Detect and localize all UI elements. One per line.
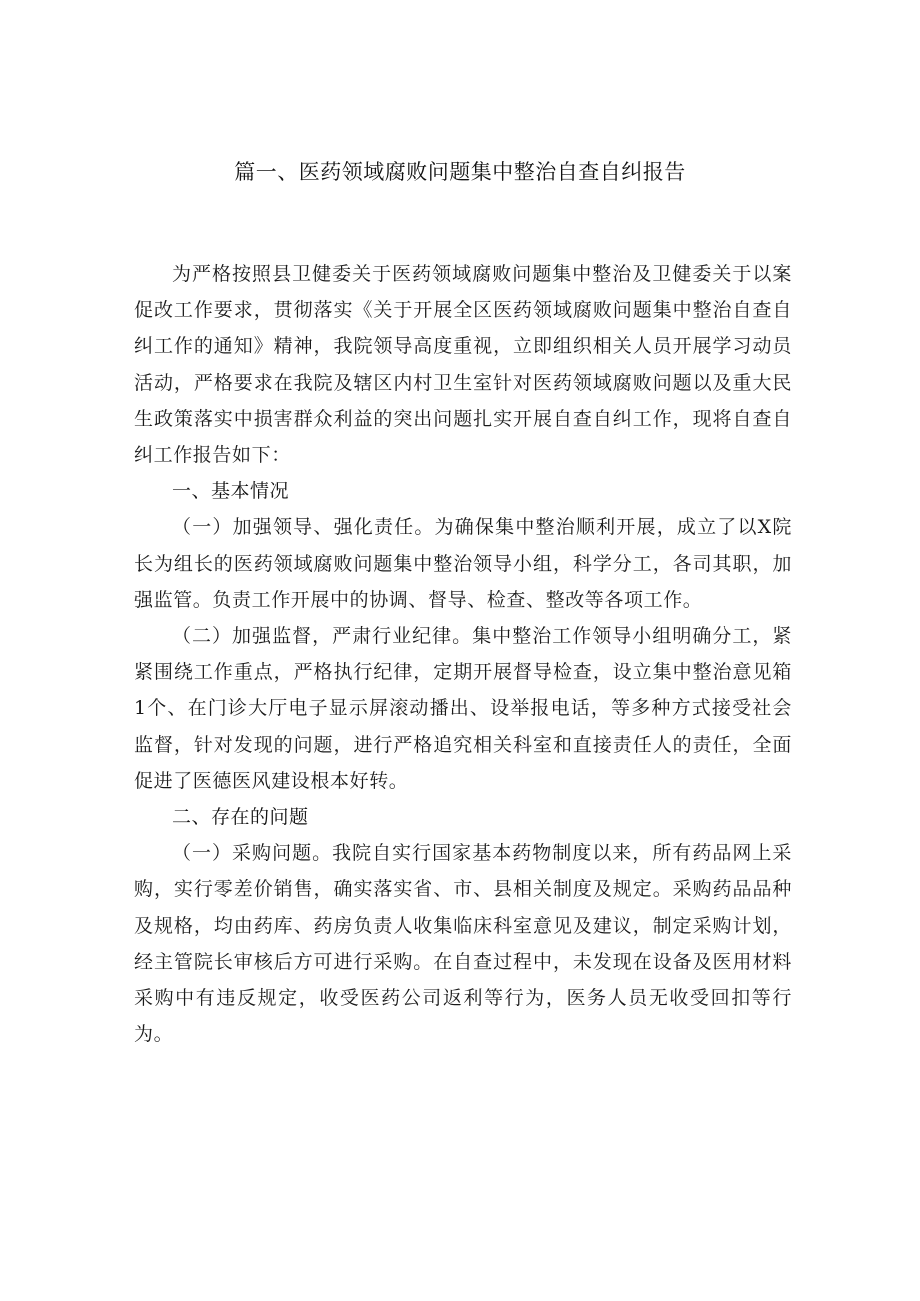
paragraph-procurement: （一）采购问题。我院自实行国家基本药物制度以来，所有药品网上采购，实行零差价销售，确实落实省、市、县相关制度及规定。采购药品品种及规格，均由药库、药房负责人收集临床科室意见及建议，制定采购计划，经主管院长审核后方可进行采购。在自查过程中，未发现在设备及医用材料采购中有违反规定，收受医药公司返利等行为，医务人员无收受回扣等行为。 [134,842,792,1046]
paragraph-supervision: （二）加强监督，严肃行业纪律。集中整治工作领导小组明确分工，紧紧围绕工作重点，严格执行纪律，定期开展督导检查，设立集中整治意见箱1个、在门诊大厅电子显示屏滚动播出、设举报电话，等多种方式接受社会监督，针对发现的问题，进行严格追究相关科室和直接责任人的责任，全面促进了医德医风建设根本好转。 [134,625,792,792]
section-heading-existing-problems: 二、存在的问题 [172,806,309,829]
paragraph-leadership: （一）加强领导、强化责任。为确保集中整治顺利开展，成立了以X院长为组长的医药领域腐败问题集中整治领导小组，科学分工，各司其职，加强监管。负责工作开展中的协调、督导、检查、整改等各项工作。 [134,516,792,611]
intro-paragraph: 为严格按照县卫健委关于医药领域腐败问题集中整治及卫健委关于以案促改工作要求，贯彻落实《关于开展全区医药领域腐败问题集中整治自查自纠工作的通知》精神，我院领导高度重视，立即组织相关人员开展学习动员活动，严格要求在我院及辖区内村卫生室针对医药领域腐败问题以及重大民生政策落实中损害群众利益的突出问题扎实开展自查自纠工作，现将自查自纠工作报告如下： [134,263,792,467]
document-title: 篇一、医药领域腐败问题集中整治自查自纠报告 [234,160,686,184]
section-heading-basic-situation: 一、基本情况 [172,480,290,503]
document-body [134,256,792,1052]
